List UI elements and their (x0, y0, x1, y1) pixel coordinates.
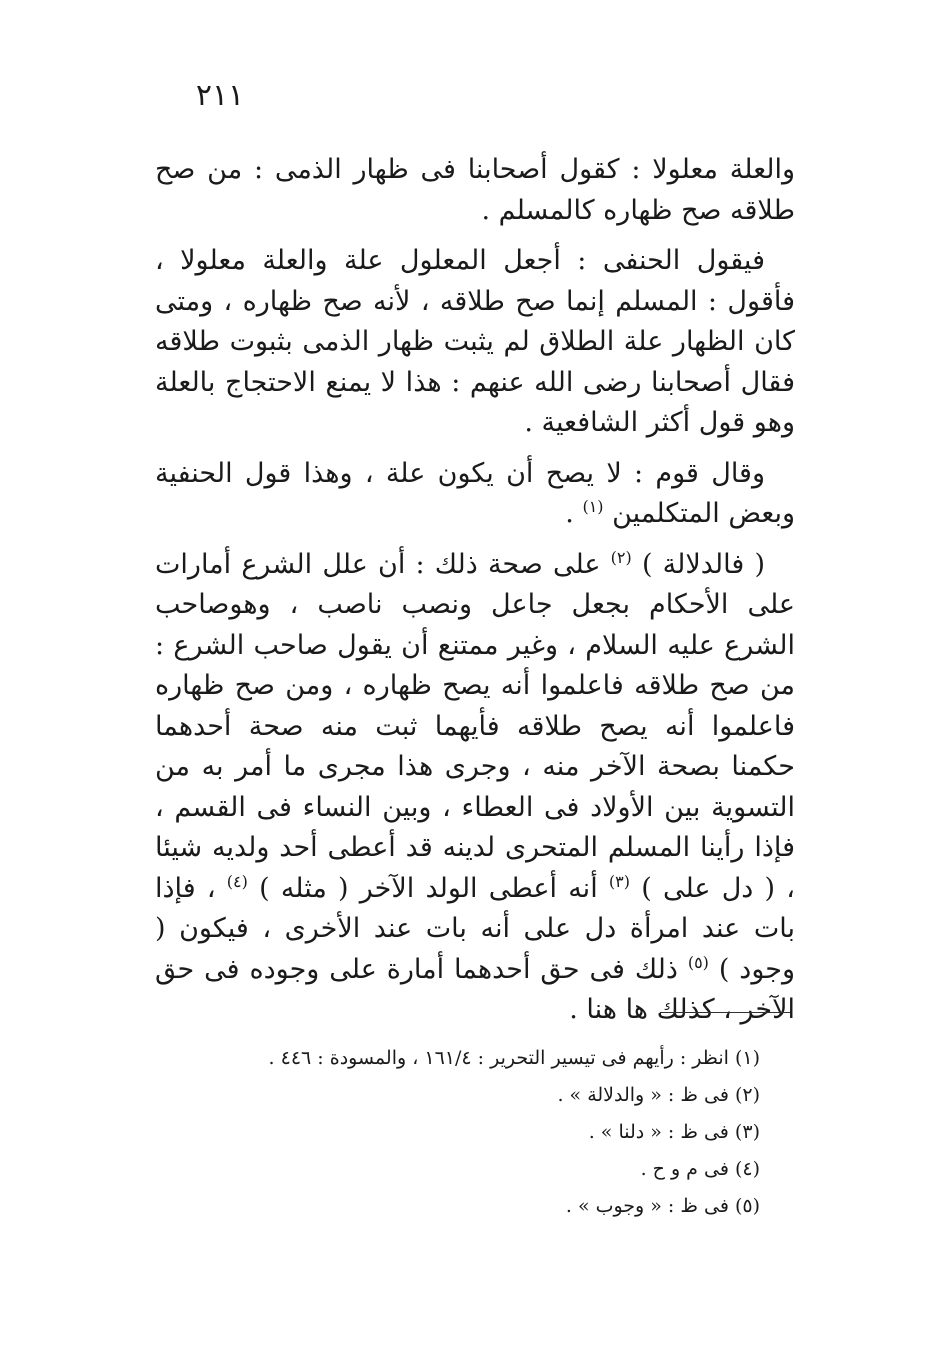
footnote-ref-3: (٣) (608, 871, 630, 891)
paragraph-3 (155, 454, 795, 535)
paragraph-4-seg-1: ( فالدلالة ) (631, 548, 765, 580)
paragraph-4-seg-3: أنه أعطى الولد الآخر ( مثله ) (247, 872, 609, 904)
paragraph-4-seg-2: على صحة ذلك : أن علل الشرع أمارات على الأحكام بجعل جاعل ونصب ناصب ، وهوصاحب الشرع عليه السلام ، وغير ممتنع أن يقول صاحب الشرع : من صح طلاقه فاعلموا أنه يصح ظهاره ، ومن صح ظهاره فاعلموا أنه يصح طلاقه فأيهما ثبت منه صحة أحدهما حكمنا بصحة الآخر منه ، وجرى هذا مجرى ما أمر به من التسوية بين الأولاد فى العطاء ، وبين النساء فى القسم ، فإذا رأينا المسلم المتحرى لدينه قد أعطى أحد ولديه شيئا ، ( دل على ) (155, 548, 795, 904)
paragraph-3-text: وقال قوم : لا يصح أن يكون علة ، وهذا قول الحنفية وبعض المتكلمين (155, 457, 795, 529)
footnotes (180, 1040, 760, 1225)
footnote-3: (٣) فى ظ : « دلنا » . (588, 1121, 760, 1143)
footnote-ref-2: (٢) (610, 547, 632, 567)
paragraph-4 (155, 545, 795, 1031)
paragraph-2: فيقول الحنفى : أجعل المعلول علة والعلة معلولا ، فأقول : المسلم إنما صح طلاقه ، لأنه صح ظهاره ، ومتى كان الظهار علة الطلاق لم يثبت ظهار الذمى بثبوت طلاقه فقال أصحابنا رضى الله عنهم : هذا لا يمنع الاحتجاج بالعلة وهو قول أكثر الشافعية . (155, 245, 795, 438)
footnote-ref-4: (٤) (226, 871, 248, 891)
page-number: ٢١١ (195, 78, 245, 113)
paragraph-1: والعلة معلولا : كقول أصحابنا فى ظهار الذمى : من صح طلاقه صح ظهاره كالمسلم . (155, 154, 795, 226)
paragraph-4-seg-4: ، فإذا بات عند امرأة دل على أنه بات عند الأخرى ، فيكون ( وجود ) (155, 872, 795, 985)
footnote-2: (٢) فى ظ : « والدلالة » . (557, 1084, 760, 1106)
footnote-ref-5: (٥) (687, 952, 709, 972)
footnote-1: (١) انظر : رأيهم فى تيسير التحرير : ١٦١/٤ ، والمسودة : ٤٤٦ . (268, 1047, 760, 1069)
paragraph-4-seg-5: ذلك فى حق أحدهما أمارة على وجوده فى حق الآخر ، كذلك ها هنا . (155, 953, 795, 1025)
paragraph-3-end: . (565, 498, 583, 529)
footnote-divider (660, 1012, 790, 1013)
footnote-ref-1: (١) (582, 497, 604, 516)
footnote-4: (٤) فى م و ح . (640, 1158, 760, 1180)
main-text (155, 150, 795, 1041)
footnote-5: (٥) فى ظ : « وجوب » . (565, 1195, 760, 1217)
